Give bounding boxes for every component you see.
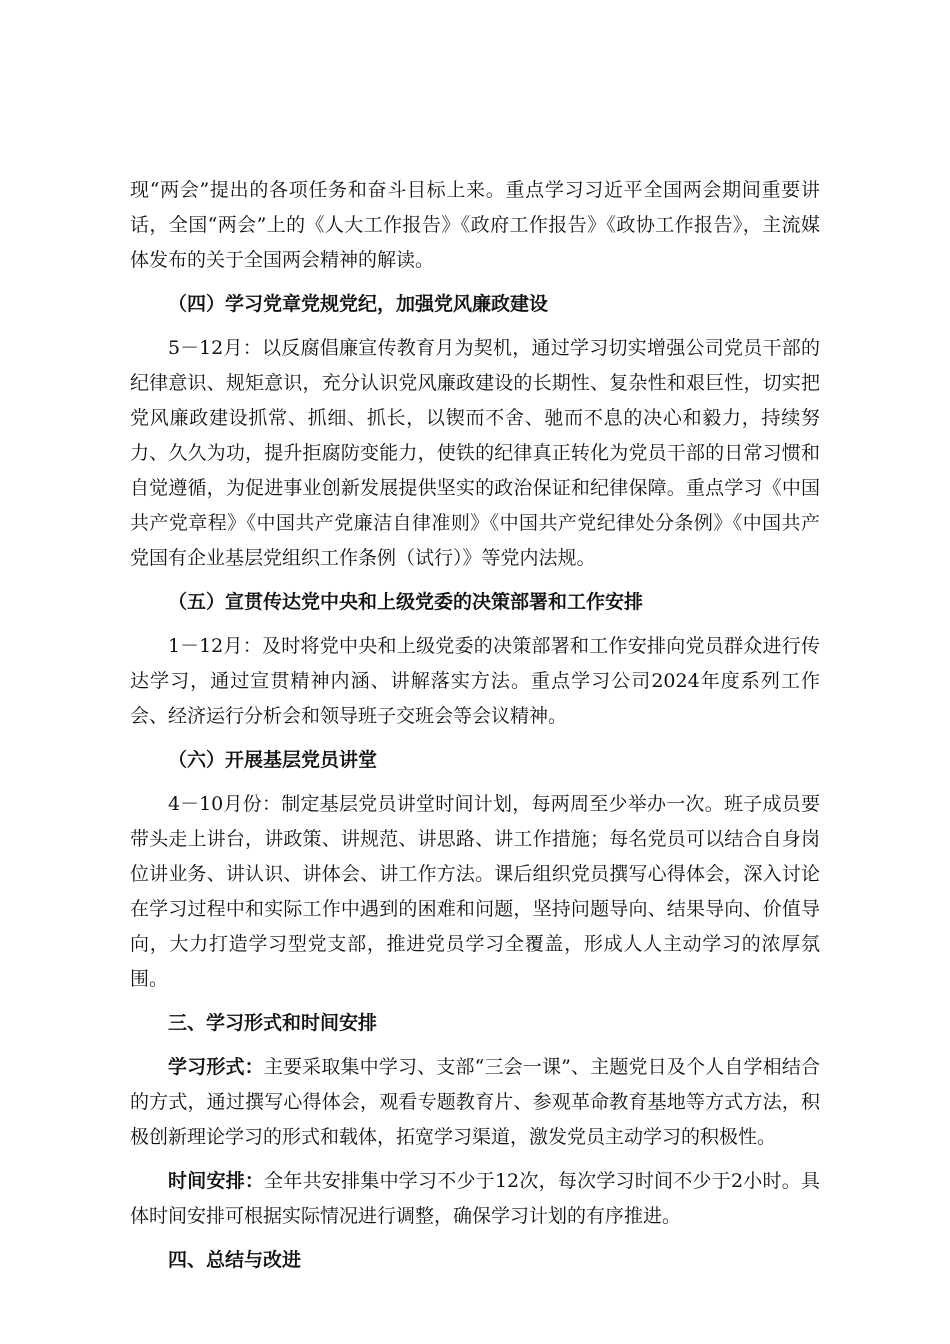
heading-section-6: （六）开展基层党员讲堂	[168, 749, 378, 771]
paragraph-section-5: 1－12月：及时将党中央和上级党委的决策部署和工作安排向党员群众进行传达学习，通过宣贯精神内涵、讲解落实方法。重点学习公司2024年度系列工作会、经济运行分析会和领导班子交班会等会议精神。	[130, 635, 820, 727]
heading-section-4: （四）学习党章党规党纪，加强党风廉政建设	[168, 293, 549, 315]
document-page	[130, 173, 820, 1278]
time-arrangement-label: 时间安排：	[168, 1170, 265, 1192]
paragraph-two-sessions: 现“两会”提出的各项任务和奋斗目标上来。重点学习习近平全国两会期间重要讲话，全国“两会”上的《人大工作报告》《政府工作报告》《政协工作报告》，主流媒体发布的关于全国两会精神的解读。	[130, 179, 820, 271]
heading-section-5: （五）宣贯传达党中央和上级党委的决策部署和工作安排	[168, 591, 644, 613]
paragraph-section-4: 5－12月：以反腐倡廉宣传教育月为契机，通过学习切实增强公司党员干部的纪律意识、规矩意识，充分认识党风廉政建设的长期性、复杂性和艰巨性，切实把党风廉政建设抓常、抓细、抓长，以锲而不舍、驰而不息的决心和毅力，持续努力、久久为功，提升拒腐防变能力，使铁的纪律真正转化为党员干部的日常习惯和自觉遵循，为促进事业创新发展提供坚实的政治保证和纪律保障。重点学习《中国共产党章程》《中国共产党廉洁自律准则》《中国共产党纪律处分条例》《中国共产党国有企业基层党组织工作条例（试行）》等党内法规。	[130, 337, 820, 569]
study-form-text: 主要采取集中学习、支部“三会一课”、主题党日及个人自学相结合的方式，通过撰写心得体会，观看专题教育片、参观革命教育基地等方式方法，积极创新理论学习的形式和载体，拓宽学习渠道，激发党员主动学习的积极性。	[130, 1056, 820, 1148]
heading-part-three: 三、学习形式和时间安排	[168, 1012, 378, 1034]
time-arrangement-text: 全年共安排集中学习不少于12次，每次学习时间不少于2小时。具体时间安排可根据实际情况进行调整，确保学习计划的有序推进。	[130, 1170, 820, 1227]
study-form-label: 学习形式：	[168, 1056, 264, 1078]
heading-part-four: 四、总结与改进	[168, 1249, 302, 1271]
paragraph-section-6: 4－10月份：制定基层党员讲堂时间计划，每两周至少举办一次。班子成员要带头走上讲台，讲政策、讲规范、讲思路、讲工作措施；每名党员可以结合自身岗位讲业务、讲认识、讲体会、讲工作方法。课后组织党员撰写心得体会，深入讨论在学习过程中和实际工作中遇到的困难和问题，坚持问题导向、结果导向、价值导向，大力打造学习型党支部，推进党员学习全覆盖，形成人人主动学习的浓厚氛围。	[130, 793, 820, 990]
paragraph-study-form	[130, 1050, 820, 1155]
paragraph-time-arrangement	[130, 1164, 820, 1234]
